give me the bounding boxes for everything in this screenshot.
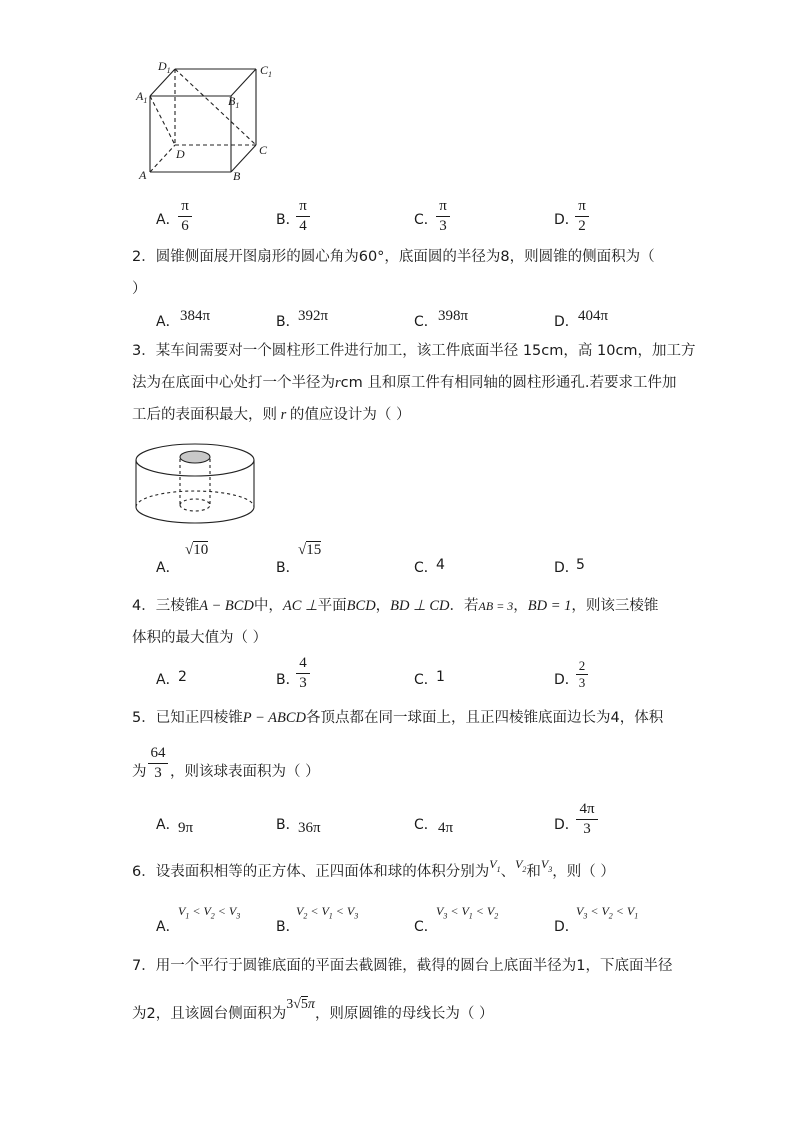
- label-A: A: [139, 168, 147, 182]
- q6-stem: 6．设表面积相等的正方体、正四面体和球的体积分别为$^V_1$、$^V_2$和$^V_3$，则（ ）: [132, 857, 615, 880]
- q3-option-c-letter: C．: [414, 560, 438, 576]
- q3-stem-line2: 法为在底面中心处打一个半径为rcm 且和原工件有相同轴的圆柱形通孔.若要求工件加: [132, 375, 677, 391]
- q6-option-c-ineq: $V_3 < V_1 < V_2$: [436, 904, 499, 921]
- q3-option-a-sqrt: √10: [185, 542, 209, 558]
- q2-option-d-letter: D．: [554, 314, 579, 330]
- q5-stem-line2-prefix: 为: [132, 764, 147, 780]
- q4-option-c-letter: C．: [414, 672, 438, 688]
- q5-option-c-letter: C．: [414, 817, 438, 833]
- label-A1: $A_1$: [136, 89, 148, 105]
- q4-stem-line1: 4．三棱锥A − BCD中，AC ⊥平面BCD，BD ⊥ CD．若AB = 3，BD = 1，则该三棱锥: [132, 598, 659, 614]
- q3-option-b-sqrt: √15: [298, 542, 322, 558]
- q5-option-a-letter: A．: [156, 817, 180, 833]
- q6-option-b-letter: B．: [276, 919, 300, 935]
- label-D: D: [176, 147, 185, 161]
- q4-option-a-letter: A．: [156, 672, 180, 688]
- q5-option-a-value: 9π: [178, 820, 194, 836]
- q1-option-c-letter: C．: [414, 212, 438, 228]
- q5-volume-fraction: 64 3: [148, 745, 168, 782]
- q3-option-b-letter: B．: [276, 560, 300, 576]
- q4-option-d-fraction: 2 3: [576, 659, 588, 690]
- q2-option-c-value: 398π: [438, 308, 469, 324]
- q5-stem-line2-suffix: ，则该球表面积为（ ）: [170, 764, 320, 780]
- q2-stem-line2: ）: [132, 281, 147, 297]
- q4-option-c-value: 1: [436, 669, 445, 685]
- cylinder-figure: [130, 440, 260, 530]
- q3-option-a-letter: A．: [156, 560, 180, 576]
- q1-option-a-fraction: π 6: [178, 198, 192, 235]
- q5-stem-line1: 5．已知正四棱锥P − ABCD各顶点都在同一球面上，且正四棱锥底面边长为4，体积: [132, 710, 664, 726]
- q6-option-d-letter: D．: [554, 919, 579, 935]
- q5-option-d-fraction: 4π 3: [576, 801, 598, 838]
- q1-option-a-letter: A．: [156, 212, 180, 228]
- q6-option-a-ineq: $V_1 < V_2 < V_3$: [178, 904, 241, 921]
- q2-option-a-value: 384π: [180, 308, 211, 324]
- q4-option-d-letter: D．: [554, 672, 579, 688]
- label-B1: $B_1$: [228, 94, 240, 110]
- q1-option-d-letter: D．: [554, 212, 579, 228]
- q5-option-b-letter: B．: [276, 817, 300, 833]
- q5-option-c-value: 4π: [438, 820, 454, 836]
- q5-option-b-value: 36π: [298, 820, 321, 836]
- q7-area-expr: 3√5π: [286, 997, 315, 1012]
- q4-option-b-letter: B．: [276, 672, 300, 688]
- q3-stem-line3: 工后的表面积最大，则 r 的值应设计为（ ）: [132, 407, 411, 423]
- q2-option-d-value: 404π: [578, 308, 609, 324]
- q2-option-b-letter: B．: [276, 314, 300, 330]
- q1-option-d-fraction: π 2: [575, 198, 589, 235]
- q2-option-b-value: 392π: [298, 308, 329, 324]
- q7-stem-line1: 7．用一个平行于圆锥底面的平面去截圆锥，截得的圆台上底面半径为1，下底面半径: [132, 958, 673, 974]
- q3-stem-line1: 3．某车间需要对一个圆柱形工件进行加工，该工件底面半径 15cm，高 10cm，加工方: [132, 343, 696, 359]
- q6-option-a-letter: A．: [156, 919, 180, 935]
- label-D1: $D_1$: [158, 59, 171, 75]
- q6-option-b-ineq: $V_2 < V_1 < V_3$: [296, 904, 359, 921]
- q4-option-a-value: 2: [178, 669, 187, 685]
- q2-stem-line1: 2．圆锥侧面展开图扇形的圆心角为60°，底面圆的半径为8，则圆锥的侧面积为（: [132, 249, 655, 265]
- label-C: C: [259, 143, 268, 157]
- label-C1: $C_1$: [260, 63, 273, 79]
- q2-option-a-letter: A．: [156, 314, 180, 330]
- q7-stem-line2: 为2，且该圆台侧面积为3√5π，则原圆锥的母线长为（ ）: [132, 997, 494, 1022]
- q6-option-c-letter: C．: [414, 919, 438, 935]
- q1-option-b-fraction: π 4: [296, 198, 310, 235]
- q4-stem-line2: 体积的最大值为（ ）: [132, 630, 268, 646]
- q2-option-c-letter: C．: [414, 314, 438, 330]
- q3-option-d-value: 5: [576, 557, 585, 573]
- q5-option-d-letter: D．: [554, 817, 579, 833]
- q3-option-c-value: 4: [436, 557, 445, 573]
- q4-option-b-fraction: 4 3: [296, 655, 310, 692]
- q3-option-d-letter: D．: [554, 560, 579, 576]
- cube-figure: [128, 55, 288, 185]
- label-B: B: [233, 169, 241, 183]
- q1-option-c-fraction: π 3: [436, 198, 450, 235]
- q1-option-b-letter: B．: [276, 212, 300, 228]
- q6-option-d-ineq: $V_3 < V_2 < V_1$: [576, 904, 639, 921]
